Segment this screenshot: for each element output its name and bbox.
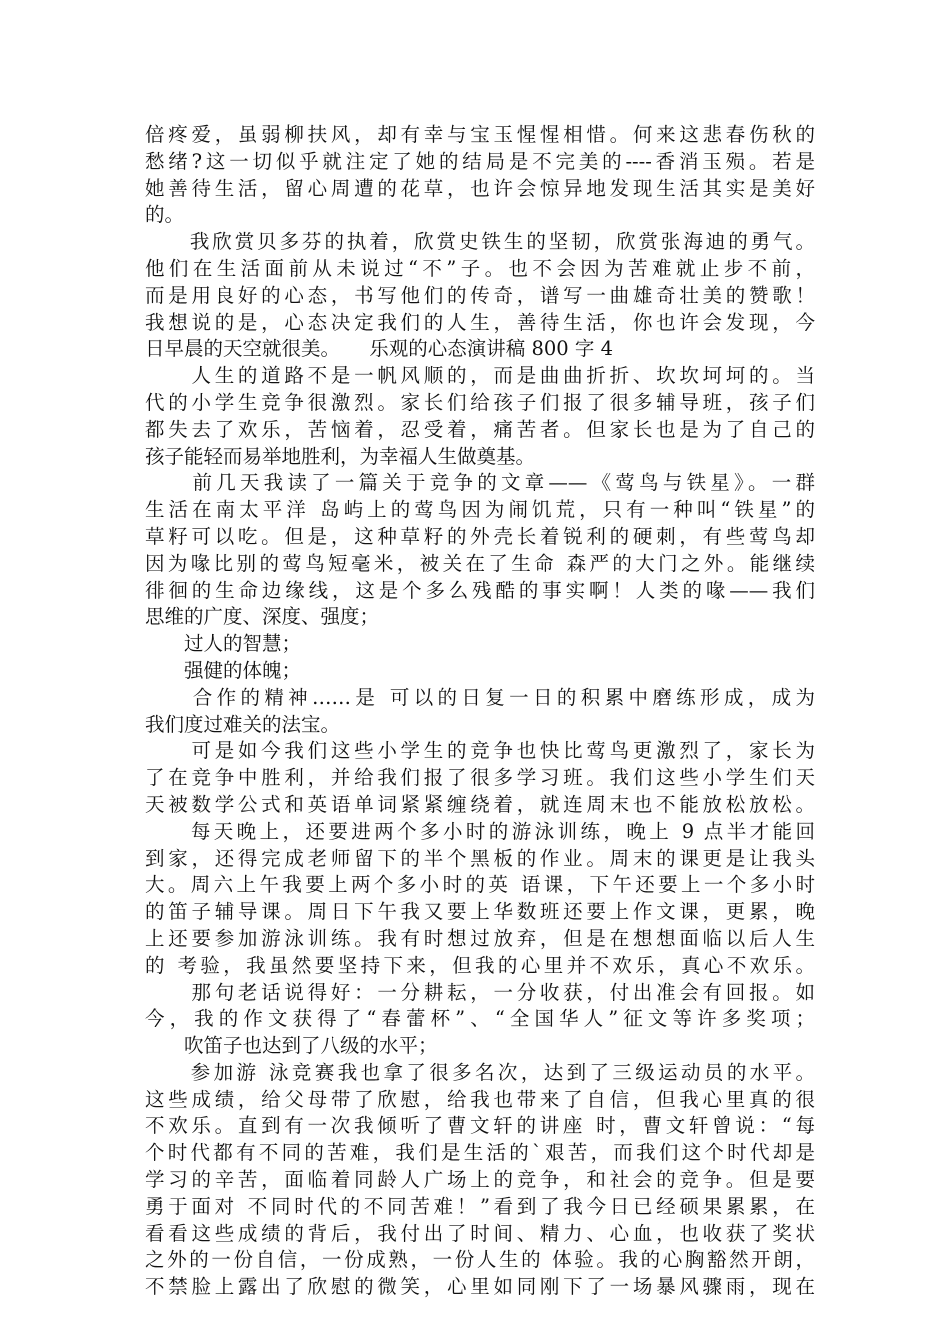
text-line: 孩子能轻而易举地胜利，为幸福人生做奠基。: [145, 444, 536, 468]
text-line: 而是用良好的心态，书写他们的传奇，谱写一曲雄奇壮美的赞歌！: [145, 283, 815, 307]
text-line: 我们度过难关的法宝。: [145, 712, 341, 736]
text-line: 可是如今我们这些小学生的竞争也快比莺鸟更激烈了，家长为: [145, 739, 815, 763]
text-line: 个时代都有不同的苦难，我们是生活的`艰苦，而我们这个时代却是: [145, 1141, 815, 1165]
text-line: 上还要参加游泳训练。我有时想过放弃，但是在想想面临以后人生: [145, 926, 815, 950]
text-line: 因为喙比别的莺鸟短毫米，被关在了生命 森严的大门之外。能继续: [145, 551, 815, 575]
text-line: 了在竞争中胜利，并给我们报了很多学习班。我们这些小学生们天: [145, 766, 815, 790]
text-line: 之外的一份自信，一份成熟，一份人生的 体验。我的心胸豁然开朗，: [145, 1248, 815, 1272]
text-line: 的笛子辅导课。周日下午我又要上华数班还要上作文课，更累，晚: [145, 900, 815, 924]
text-line: 的。: [145, 203, 185, 227]
text-line: 吹笛子也达到了八级的水平；: [145, 1034, 438, 1058]
text-line: 不欢乐。直到有一次我倾听了曹文轩的讲座 时，曹文轩曾说：“每: [145, 1114, 815, 1138]
text-line: 合作的精神……是 可以的日复一日的积累中磨练形成，成为: [145, 685, 815, 709]
text-line: 她善待生活，留心周遭的花草，也许会惊异地发现生活其实是美好: [145, 176, 815, 200]
text-line: 这些成绩，给父母带了欣慰，给我也带来了自信，但我心里真的很: [145, 1087, 815, 1111]
text-line: 参加游 泳竞赛我也拿了很多名次，达到了三级运动员的水平。: [145, 1060, 815, 1084]
text-line: 过人的智慧；: [145, 632, 302, 656]
text-line: 代的小学生竞争很激烈。家长们给孩子们报了很多辅导班，孩子们: [145, 390, 815, 414]
text-line: 徘徊的生命边缘线，这是个多么残酷的事实啊！人类的喙——我们: [145, 578, 815, 602]
document-body-text: [145, 122, 815, 1301]
text-line: 生活在南太平洋 岛屿上的莺鸟因为闹饥荒，只有一种叫“铁星”的: [145, 498, 815, 522]
text-line: 他们在生活面前从未说过“不”子。也不会因为苦难就止步不前，: [145, 256, 815, 280]
text-line: 我欣赏贝多芬的执着，欣赏史铁生的坚韧，欣赏张海迪的勇气。: [145, 230, 815, 254]
text-line: 那句老话说得好：一分耕耘，一分收获，付出准会有回报。如: [145, 980, 815, 1004]
text-line: 看看这些成绩的背后，我付出了时间、精力、心血，也收获了奖状: [145, 1221, 815, 1245]
text-line: 思维的广度、深度、强度；: [145, 605, 380, 629]
text-line: 草籽可以吃。但是，这种草籽的外壳长着锐利的硬刺，有些莺鸟却: [145, 524, 815, 548]
text-line: 不禁脸上露出了欣慰的微笑，心里如同刚下了一场暴风骤雨，现在: [145, 1275, 815, 1299]
text-line: 人生的道路不是一帆风顺的，而是曲曲折折、坎坎坷坷的。当: [145, 364, 815, 388]
text-line: 每天晚上，还要进两个多小时的游泳训练，晚上 9 点半才能回: [145, 819, 815, 843]
text-line: 天被数学公式和英语单词紧紧缠绕着，就连周末也不能放松放松。: [145, 792, 815, 816]
text-line: 倍疼爱，虽弱柳扶风，却有幸与宝玉惺惺相惜。何来这悲春伤秋的: [145, 123, 815, 146]
text-line: 日早晨的天空就很美。 乐观的心态演讲稿 800 字 4: [145, 337, 613, 361]
text-line: 的 考验，我虽然要坚持下来，但我的心里并不欢乐，真心不欢乐。: [145, 953, 815, 977]
text-line: 我想说的是，心态决定我们的人生，善待生活，你也许会发现，今: [145, 310, 815, 334]
text-line: 大。周六上午我要上两个多小时的英 语课，下午还要上一个多小时: [145, 873, 815, 897]
text-line: 学习的辛苦，面临着同龄人广场上的竞争，和社会的竞争。但是要: [145, 1168, 815, 1192]
text-line: 强健的体魄；: [145, 658, 302, 682]
text-line: 今，我的作文获得了“春蕾杯”、“全国华人”征文等许多奖项；: [145, 1007, 815, 1031]
text-line: 前几天我读了一篇关于竞争的文章——《莺鸟与铁星》。一群: [145, 471, 815, 495]
text-line: 勇于面对 不同时代的不同苦难！”看到了我今日已经硕果累累，在: [145, 1194, 815, 1218]
text-line: 到家，还得完成老师留下的半个黑板的作业。周末的课更是让我头: [145, 846, 815, 870]
text-line: 都失去了欢乐，苦恼着，忍受着，痛苦者。但家长也是为了自己的: [145, 417, 815, 441]
text-line: 愁绪?这一切似乎就注定了她的结局是不完美的----香消玉殒。若是: [145, 149, 815, 173]
